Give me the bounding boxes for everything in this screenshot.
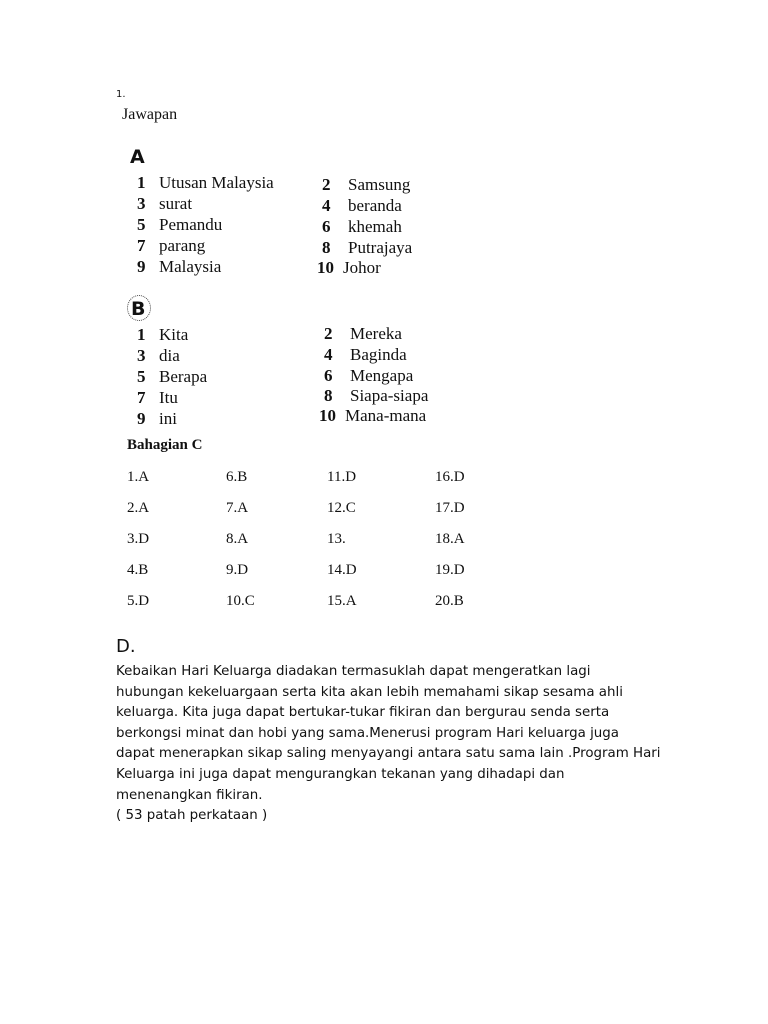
item-text: Mereka	[350, 324, 402, 343]
item-number: 9	[137, 257, 146, 276]
item-text: Utusan Malaysia	[159, 173, 274, 192]
item-number: 6	[324, 366, 333, 385]
item-number: 3	[137, 346, 146, 365]
item-number: 7	[137, 236, 146, 255]
answer-cell: 18.A	[435, 531, 465, 547]
item-text: khemah	[348, 217, 402, 236]
answer-cell: 16.D	[435, 469, 465, 485]
item-number: 3	[137, 194, 146, 213]
item-number: 2	[322, 175, 331, 194]
item-number: 1	[137, 325, 146, 344]
answer-cell: 9.D	[226, 562, 249, 578]
section-c-label: Bahagian C	[127, 437, 203, 453]
section-b-item	[324, 386, 428, 406]
section-b-item	[137, 388, 178, 408]
item-text: Pemandu	[159, 215, 223, 234]
section-a-item	[322, 238, 412, 258]
item-text: beranda	[348, 196, 402, 215]
answer-cell: 8.A	[226, 531, 249, 547]
section-b-label: B	[131, 298, 146, 320]
item-text: Putrajaya	[348, 238, 413, 257]
section-b-item	[137, 346, 180, 366]
section-b-item	[324, 324, 402, 344]
answer-cell: 4.B	[127, 562, 149, 578]
section-a-item	[137, 257, 221, 277]
page-title: Jawapan	[122, 106, 178, 123]
item-text: Itu	[159, 388, 178, 407]
answer-cell: 3.D	[127, 531, 150, 547]
answer-cell: 14.D	[327, 562, 357, 578]
item-text: Siapa-siapa	[350, 386, 429, 405]
item-text: Kita	[159, 325, 189, 344]
item-text: Samsung	[348, 175, 411, 194]
section-d-paragraph: Kebaikan Hari Keluarga diadakan termasuklah dapat mengeratkan lagi hubungan kekeluargaan serta kita akan lebih memahami sikap sesama ahli keluarga. Kita juga dapat bertukar-tukar fikiran dan bergurau senda serta berkongsi minat dan hobi yang sama.Menerusi program Hari keluarga juga dapat menerapkan sikap saling menyayangi antara satu sama lain .Program Hari Keluarga ini juga dapat mengurangkan tekanan yang dihadapi dan menenangkan fikiran.	[116, 664, 661, 803]
answer-cell: 17.D	[435, 500, 465, 516]
item-text: parang	[159, 236, 206, 255]
answer-cell: 1.A	[127, 469, 150, 485]
answer-cell: 7.A	[226, 500, 249, 516]
section-b-item	[137, 367, 207, 387]
item-text: dia	[159, 346, 180, 365]
item-number: 8	[322, 238, 331, 257]
section-a-item	[322, 175, 410, 195]
answer-cell: 12.C	[327, 500, 356, 516]
section-a-item	[322, 196, 402, 216]
item-text: ini	[159, 409, 177, 428]
answer-cell: 15.A	[327, 593, 357, 609]
item-number: 7	[137, 388, 146, 407]
item-number: 4	[324, 345, 333, 364]
item-text: Baginda	[350, 345, 407, 364]
answer-cell: 19.D	[435, 562, 465, 578]
answer-cell: 13.	[327, 531, 346, 547]
item-number: 10	[319, 406, 336, 425]
answer-cell: 10.C	[226, 593, 255, 609]
section-a-item	[137, 173, 274, 193]
section-a-item	[137, 215, 222, 235]
answer-cell: 5.D	[127, 593, 150, 609]
item-text: Berapa	[159, 367, 208, 386]
answer-cell: 2.A	[127, 500, 150, 516]
section-b-item	[324, 366, 413, 386]
section-a-item	[322, 217, 402, 237]
item-text: Malaysia	[159, 257, 222, 276]
item-text: Johor	[343, 258, 381, 277]
item-number: 6	[322, 217, 331, 236]
section-d-label: D.	[116, 636, 136, 657]
item-number: 5	[137, 367, 146, 386]
section-a-item	[317, 258, 381, 278]
item-number: 1	[137, 173, 146, 192]
question-number: 1.	[116, 89, 126, 100]
section-d-body	[116, 662, 661, 827]
section-b-item	[137, 409, 177, 429]
section-a-item	[137, 236, 205, 256]
answer-cell: 11.D	[327, 469, 357, 485]
item-number: 9	[137, 409, 146, 428]
item-number: 4	[322, 196, 331, 215]
word-count: ( 53 patah perkataan )	[116, 808, 268, 824]
item-number: 10	[317, 258, 334, 277]
section-b-item	[319, 406, 426, 426]
section-b-item	[137, 325, 188, 345]
section-a-item	[137, 194, 192, 214]
item-text: Mana-mana	[345, 406, 427, 425]
answer-cell: 20.B	[435, 593, 464, 609]
section-b-item	[324, 345, 407, 365]
section-a-label: A	[130, 146, 145, 168]
item-text: surat	[159, 194, 193, 213]
item-number: 5	[137, 215, 146, 234]
item-number: 8	[324, 386, 333, 405]
item-text: Mengapa	[350, 366, 414, 385]
answer-cell: 6.B	[226, 469, 248, 485]
item-number: 2	[324, 324, 333, 343]
